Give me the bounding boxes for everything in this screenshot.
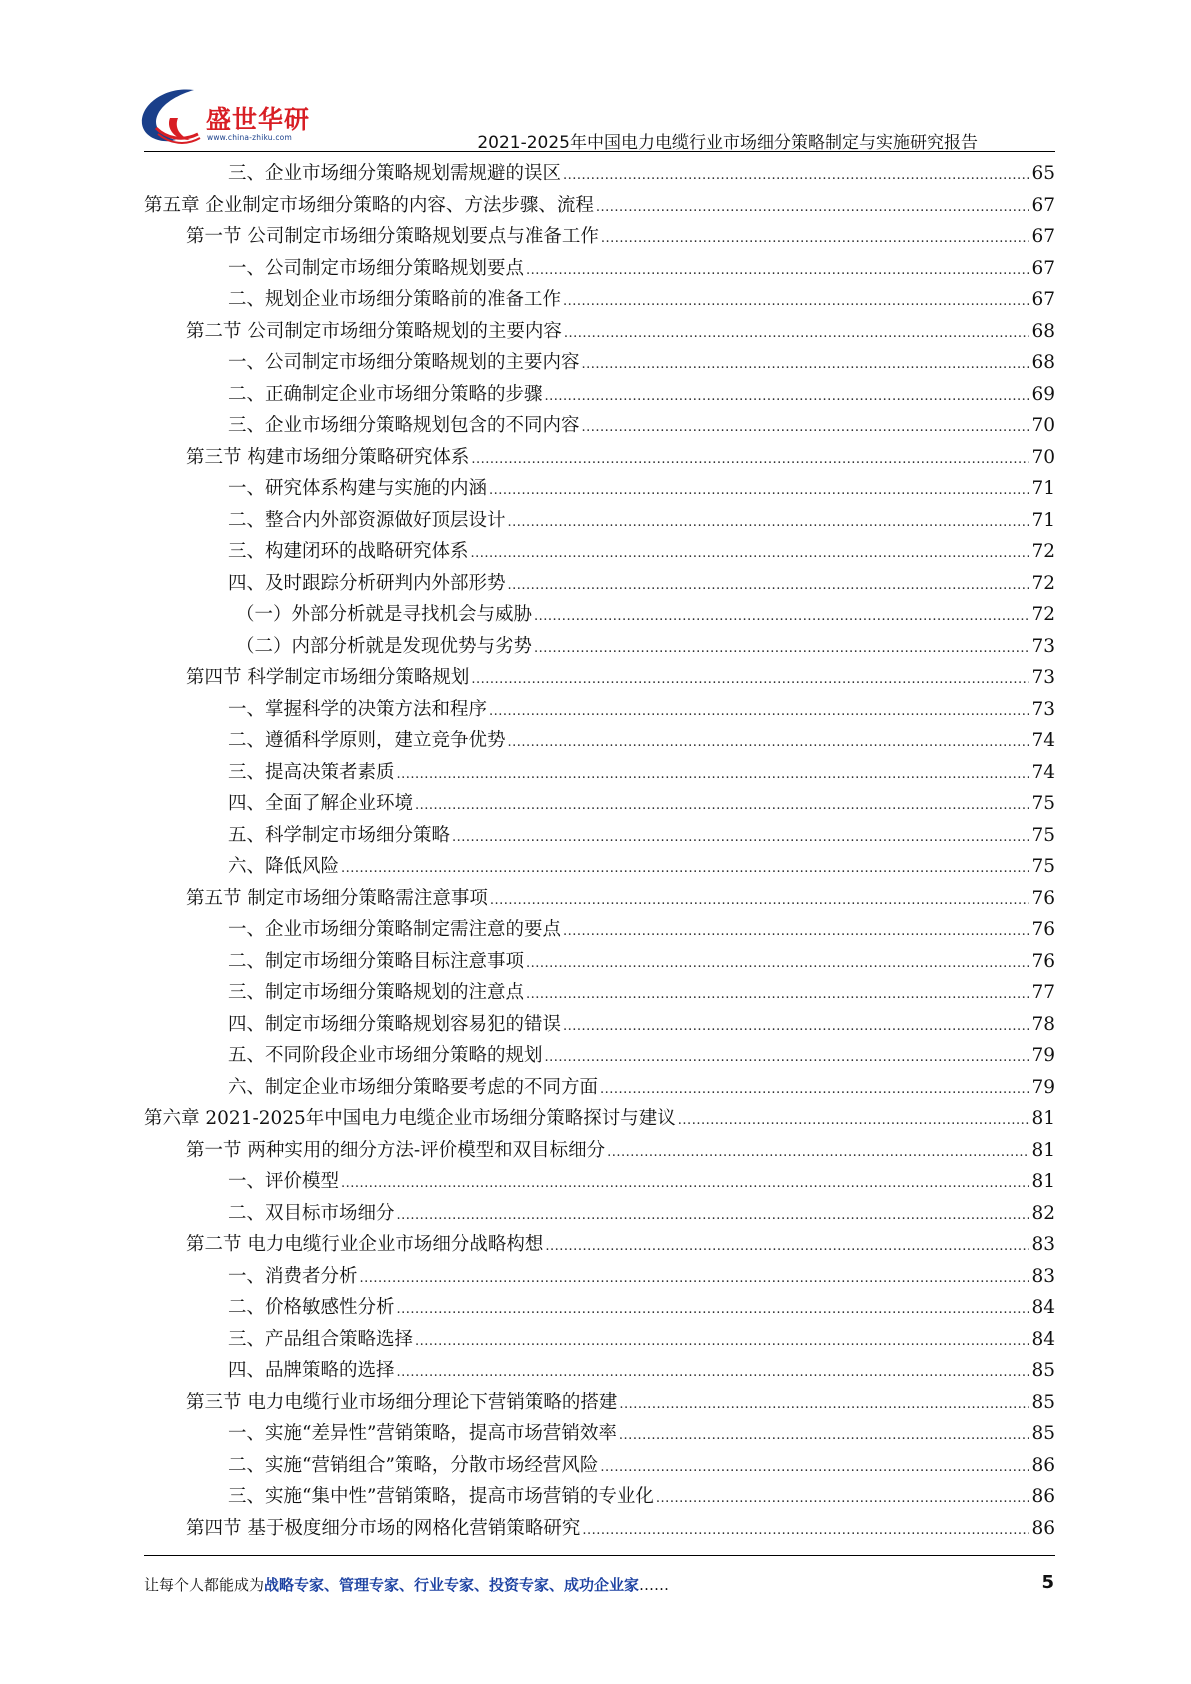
toc-leader-dots: [526, 263, 1029, 278]
toc-entry-page: 72: [1031, 541, 1055, 562]
table-of-contents: [144, 159, 1055, 1545]
toc-leader-dots: [563, 924, 1029, 939]
toc-entry-page: 75: [1031, 793, 1055, 814]
toc-entry[interactable]: [144, 632, 1055, 664]
toc-entry-title: 一、评价模型: [228, 1171, 340, 1192]
toc-leader-dots: [545, 1239, 1029, 1254]
toc-entry[interactable]: [144, 506, 1055, 538]
toc-entry-page: 68: [1031, 320, 1055, 342]
toc-entry[interactable]: [144, 222, 1055, 254]
toc-entry[interactable]: [144, 1293, 1055, 1325]
toc-leader-dots: [600, 1460, 1029, 1475]
toc-entry-page: 76: [1031, 887, 1055, 909]
toc-leader-dots: [545, 1050, 1030, 1065]
toc-entry-title: 三、提高决策者素质: [228, 761, 395, 783]
toc-entry-title: 二、遵循科学原则，建立竞争优势: [228, 730, 506, 751]
toc-leader-dots: [601, 231, 1030, 246]
toc-entry[interactable]: [144, 821, 1055, 853]
toc-entry-title: 第六章 2021-2025年中国电力电缆企业市场细分策略探讨与建议: [144, 1108, 676, 1129]
toc-entry-title: 第三节 电力电缆行业市场细分理论下营销策略的搭建: [186, 1391, 618, 1413]
toc-leader-dots: [582, 1523, 1029, 1538]
toc-entry-title: 二、双目标市场细分: [228, 1202, 395, 1224]
toc-leader-dots: [471, 672, 1029, 687]
toc-leader-dots: [452, 830, 1029, 845]
toc-entry-title: 第五节 制定市场细分策略需注意事项: [186, 887, 488, 909]
toc-entry-title: 三、企业市场细分策略规划需规避的误区: [228, 163, 562, 184]
toc-entry-title: 第四节 科学制定市场细分策略规划: [186, 667, 470, 688]
toc-entry[interactable]: [144, 947, 1055, 979]
toc-entry[interactable]: [144, 978, 1055, 1010]
toc-entry-title: 四、品牌策略的选择: [228, 1360, 395, 1381]
toc-leader-dots: [397, 1365, 1030, 1380]
toc-entry-page: 73: [1031, 667, 1055, 688]
toc-leader-dots: [415, 798, 1029, 813]
toc-entry-title: 一、消费者分析: [228, 1265, 358, 1287]
toc-entry-title: （一）外部分析就是寻找机会与威胁: [236, 604, 533, 625]
slogan-prefix: 让每个人都能成为: [144, 1576, 265, 1594]
toc-leader-dots: [564, 326, 1030, 341]
toc-entry-page: 71: [1031, 478, 1055, 499]
toc-entry[interactable]: [144, 1325, 1055, 1357]
toc-leader-dots: [563, 1019, 1029, 1034]
toc-entry[interactable]: [144, 254, 1055, 286]
toc-entry-page: 76: [1031, 919, 1055, 940]
toc-entry-page: 86: [1031, 1517, 1055, 1539]
toc-entry[interactable]: [144, 695, 1055, 727]
footer-slogan: [144, 1574, 669, 1595]
toc-entry-page: 73: [1031, 698, 1055, 720]
toc-entry[interactable]: [144, 1262, 1055, 1294]
toc-entry-page: 81: [1031, 1139, 1055, 1161]
toc-leader-dots: [526, 987, 1029, 1002]
toc-entry[interactable]: [144, 1167, 1055, 1199]
toc-entry-title: 第五章 企业制定市场细分策略的内容、方法步骤、流程: [144, 194, 594, 216]
toc-entry[interactable]: [144, 789, 1055, 821]
toc-entry-page: 74: [1031, 761, 1055, 783]
toc-leader-dots: [397, 1208, 1030, 1223]
toc-entry-page: 86: [1031, 1454, 1055, 1476]
toc-entry-title: 第四节 基于极度细分市场的网格化营销策略研究: [186, 1517, 581, 1539]
toc-leader-dots: [619, 1397, 1029, 1412]
toc-entry[interactable]: [144, 600, 1055, 632]
toc-entry[interactable]: [144, 1230, 1055, 1262]
toc-entry[interactable]: [144, 1010, 1055, 1042]
toc-leader-dots: [415, 1334, 1029, 1349]
toc-leader-dots: [563, 294, 1029, 309]
toc-entry-page: 72: [1031, 604, 1055, 625]
footer-divider: [144, 1555, 1055, 1556]
toc-leader-dots: [397, 767, 1030, 782]
toc-leader-dots: [534, 609, 1029, 624]
toc-leader-dots: [545, 389, 1030, 404]
logo-text: 盛世华研: [206, 105, 311, 134]
toc-entry-page: 70: [1031, 415, 1055, 436]
toc-entry-title: 二、规划企业市场细分策略前的准备工作: [228, 289, 562, 310]
toc-entry[interactable]: [144, 758, 1055, 790]
toc-leader-dots: [678, 1113, 1030, 1128]
toc-entry[interactable]: [144, 726, 1055, 758]
toc-entry[interactable]: [144, 1482, 1055, 1514]
toc-entry-page: 79: [1031, 1045, 1055, 1066]
toc-entry-title: 六、制定企业市场细分策略要考虑的不同方面: [228, 1076, 599, 1098]
toc-entry[interactable]: [144, 1451, 1055, 1483]
toc-entry[interactable]: [144, 852, 1055, 884]
toc-entry-title: 二、价格敏感性分析: [228, 1297, 395, 1318]
toc-entry-title: 第一节 公司制定市场细分策略规划要点与准备工作: [186, 226, 599, 247]
toc-entry-page: 83: [1031, 1265, 1055, 1287]
toc-entry[interactable]: [144, 1104, 1055, 1136]
toc-leader-dots: [563, 168, 1029, 183]
toc-leader-dots: [534, 641, 1029, 656]
toc-entry[interactable]: [144, 159, 1055, 191]
toc-leader-dots: [397, 1302, 1030, 1317]
toc-entry-title: 一、公司制定市场细分策略规划的主要内容: [228, 352, 580, 373]
toc-entry[interactable]: [144, 191, 1055, 223]
toc-entry[interactable]: [144, 317, 1055, 349]
toc-entry-title: 五、科学制定市场细分策略: [228, 824, 451, 846]
toc-leader-dots: [508, 735, 1030, 750]
logo-url: www.china-zhiku.com: [207, 133, 292, 142]
toc-entry-page: 71: [1031, 509, 1055, 531]
toc-entry[interactable]: [144, 884, 1055, 916]
toc-entry-page: 84: [1031, 1328, 1055, 1350]
toc-entry[interactable]: [144, 1041, 1055, 1073]
toc-entry-page: 79: [1031, 1076, 1055, 1098]
toc-entry-page: 69: [1031, 383, 1055, 405]
report-title: 2021-2025年中国电力电缆行业市场细分策略制定与实施研究报告: [477, 133, 978, 153]
toc-entry-page: 81: [1031, 1108, 1055, 1129]
toc-leader-dots: [596, 200, 1030, 215]
toc-leader-dots: [490, 893, 1030, 908]
toc-entry[interactable]: [144, 1419, 1055, 1451]
toc-entry-page: 85: [1031, 1360, 1055, 1381]
toc-leader-dots: [607, 1145, 1029, 1160]
toc-entry[interactable]: [144, 569, 1055, 601]
toc-entry-title: 一、实施“差异性”营销策略，提高市场营销效率: [228, 1423, 617, 1444]
toc-entry-title: 一、公司制定市场细分策略规划要点: [228, 257, 525, 279]
toc-entry[interactable]: [144, 1136, 1055, 1168]
toc-entry[interactable]: [144, 1356, 1055, 1388]
toc-entry-title: 一、掌握科学的决策方法和程序: [228, 698, 488, 720]
toc-entry-title: 四、全面了解企业环境: [228, 793, 414, 814]
toc-entry[interactable]: [144, 1073, 1055, 1105]
toc-entry-page: 85: [1031, 1391, 1055, 1413]
toc-entry-title: 三、制定市场细分策略规划的注意点: [228, 982, 525, 1003]
toc-leader-dots: [471, 452, 1029, 467]
toc-leader-dots: [582, 420, 1030, 435]
toc-entry-title: （二）内部分析就是发现优势与劣势: [236, 635, 533, 657]
toc-entry[interactable]: [144, 915, 1055, 947]
toc-entry-page: 81: [1031, 1171, 1055, 1192]
toc-entry-page: 67: [1031, 226, 1055, 247]
toc-entry-title: 二、制定市场细分策略目标注意事项: [228, 950, 525, 972]
toc-entry-title: 二、实施“营销组合”策略，分散市场经营风险: [228, 1454, 599, 1476]
toc-leader-dots: [360, 1271, 1030, 1286]
toc-entry-page: 86: [1031, 1486, 1055, 1507]
toc-leader-dots: [489, 704, 1029, 719]
toc-entry-page: 73: [1031, 635, 1055, 657]
toc-leader-dots: [526, 956, 1029, 971]
toc-entry[interactable]: [144, 380, 1055, 412]
toc-leader-dots: [471, 546, 1030, 561]
toc-leader-dots: [656, 1491, 1030, 1506]
toc-leader-dots: [489, 483, 1029, 498]
toc-entry-page: 76: [1031, 950, 1055, 972]
toc-entry-page: 83: [1031, 1234, 1055, 1255]
toc-entry[interactable]: [144, 474, 1055, 506]
toc-entry-title: 三、企业市场细分策略规划包含的不同内容: [228, 415, 580, 436]
toc-entry-page: 67: [1031, 257, 1055, 279]
toc-entry-page: 82: [1031, 1202, 1055, 1224]
toc-entry-page: 67: [1031, 289, 1055, 310]
toc-entry-page: 65: [1031, 163, 1055, 184]
toc-entry-title: 三、构建闭环的战略研究体系: [228, 541, 469, 562]
toc-entry[interactable]: [144, 1514, 1055, 1546]
toc-leader-dots: [508, 578, 1030, 593]
toc-leader-dots: [600, 1082, 1029, 1097]
page-number: 5: [1041, 1572, 1054, 1593]
toc-entry[interactable]: [144, 1199, 1055, 1231]
toc-entry-title: 三、实施“集中性”营销策略，提高市场营销的专业化: [228, 1486, 654, 1507]
toc-entry-title: 二、正确制定企业市场细分策略的步骤: [228, 383, 543, 405]
toc-entry-page: 78: [1031, 1013, 1055, 1035]
toc-entry[interactable]: [144, 1388, 1055, 1420]
toc-entry[interactable]: [144, 663, 1055, 695]
toc-entry[interactable]: [144, 348, 1055, 380]
toc-leader-dots: [341, 1176, 1029, 1191]
toc-entry-title: 第一节 两种实用的细分方法-评价模型和双目标细分: [186, 1139, 606, 1161]
slogan-suffix: ……: [639, 1576, 670, 1594]
toc-entry-page: 75: [1031, 856, 1055, 877]
toc-entry[interactable]: [144, 285, 1055, 317]
header-divider: [144, 151, 1055, 152]
toc-entry-title: 一、研究体系构建与实施的内涵: [228, 478, 488, 499]
toc-entry-title: 一、企业市场细分策略制定需注意的要点: [228, 919, 562, 940]
toc-entry-title: 第三节 构建市场细分策略研究体系: [186, 446, 470, 468]
toc-entry-title: 二、整合内外部资源做好顶层设计: [228, 509, 506, 531]
toc-entry[interactable]: [144, 537, 1055, 569]
toc-leader-dots: [341, 861, 1029, 876]
toc-entry-page: 74: [1031, 730, 1055, 751]
toc-entry-title: 第二节 公司制定市场细分策略规划的主要内容: [186, 320, 562, 342]
toc-entry-page: 85: [1031, 1423, 1055, 1444]
toc-entry-title: 第二节 电力电缆行业企业市场细分战略构想: [186, 1234, 544, 1255]
toc-entry-title: 四、制定市场细分策略规划容易犯的错误: [228, 1013, 562, 1035]
toc-entry-title: 四、及时跟踪分析研判内外部形势: [228, 572, 506, 594]
toc-entry-title: 三、产品组合策略选择: [228, 1328, 414, 1350]
toc-entry[interactable]: [144, 443, 1055, 475]
slogan-highlight: 战略专家、管理专家、行业专家、投资专家、成功企业家: [264, 1576, 640, 1594]
toc-entry-title: 六、降低风险: [228, 856, 340, 877]
toc-entry-page: 67: [1031, 194, 1055, 216]
toc-entry-page: 68: [1031, 352, 1055, 373]
toc-entry-page: 75: [1031, 824, 1055, 846]
toc-entry-title: 五、不同阶段企业市场细分策略的规划: [228, 1045, 543, 1066]
toc-leader-dots: [508, 515, 1030, 530]
toc-entry-page: 70: [1031, 446, 1055, 468]
toc-leader-dots: [582, 357, 1030, 372]
toc-entry-page: 72: [1031, 572, 1055, 594]
toc-entry-page: 77: [1031, 982, 1055, 1003]
toc-entry[interactable]: [144, 411, 1055, 443]
toc-entry-page: 84: [1031, 1297, 1055, 1318]
toc-leader-dots: [619, 1428, 1030, 1443]
